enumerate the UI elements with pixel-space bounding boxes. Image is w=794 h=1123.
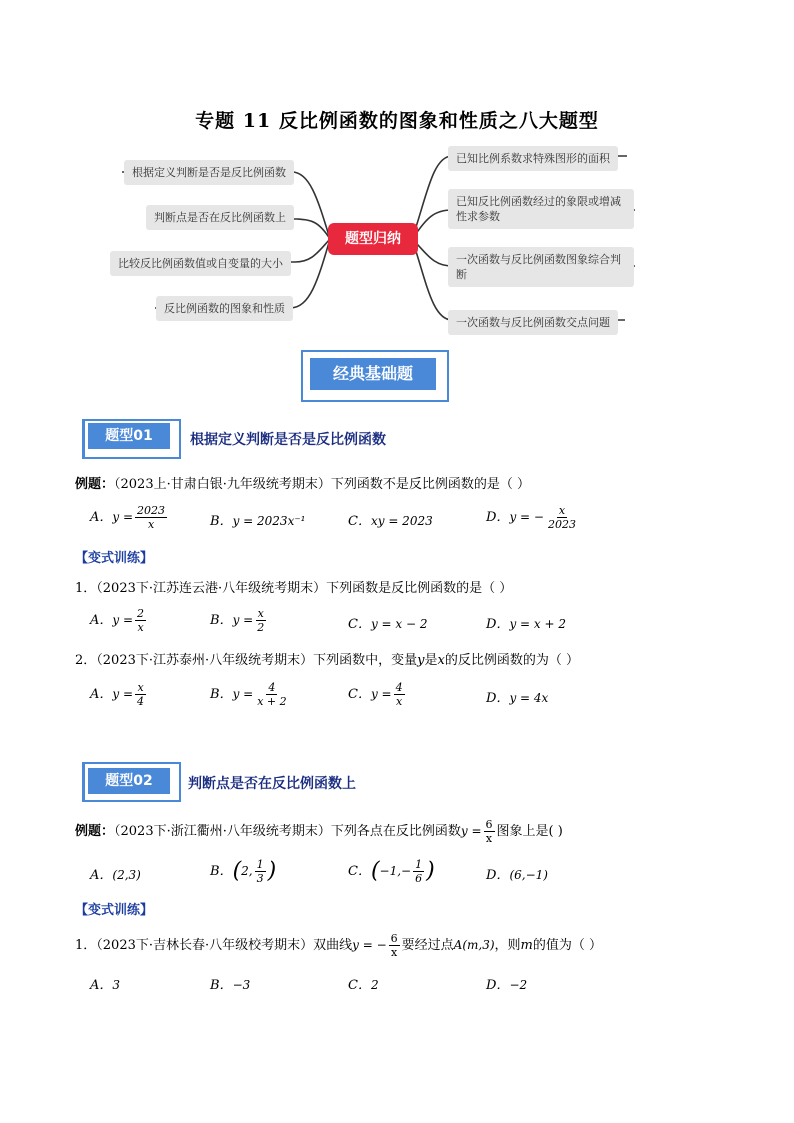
question-1-1-option-b: B．y = $\frac{x}{2}$ xyxy=(210,607,265,634)
example-text: （2023上·甘肃白银·九年级统考期末）下列函数不是反比例函数的是（ ） xyxy=(114,477,530,492)
practice-label-2: 【变式训练】 xyxy=(75,903,154,918)
question-1-2-option-a: A．y = $\frac{x}{4}$ xyxy=(90,681,145,708)
mindmap-node-right-4: 一次函数与反比例函数交点问题 xyxy=(448,310,618,335)
page-title: 专题 11 反比例函数的图象和性质之八大题型 xyxy=(195,110,599,132)
question-2-1-option-b: B．−3 xyxy=(210,978,251,993)
example-label: 例题： xyxy=(75,477,115,492)
question-1-2: 2．（2023下·江苏泰州·八年级统考期末）下列函数中，变量y是x的反比例函数的为（ ） xyxy=(75,653,579,668)
mindmap-node-left-4: 反比例函数的图象和性质 xyxy=(156,296,293,321)
mindmap-center: 题型归纳 xyxy=(328,223,418,255)
question-1-2-option-d: D．y = 4x xyxy=(486,691,549,706)
example-1 xyxy=(75,476,530,494)
section-tag-2: 题型02 xyxy=(88,768,170,794)
example-2-option-d: D．(6,−1) xyxy=(486,868,548,883)
example-1-option-a: A．y = $\frac{2023}{x}$ xyxy=(90,504,166,531)
mindmap-node-left-1: 根据定义判断是否是反比例函数 xyxy=(124,160,294,185)
section-heading-2: 判断点是否在反比例函数上 xyxy=(188,776,356,792)
mindmap-node-right-1: 已知比例系数求特殊图形的面积 xyxy=(448,146,618,171)
mindmap-node-right-2: 已知反比例函数经过的象限或增减性求参数 xyxy=(448,189,634,229)
example-1-option-b: B．y = 2023x⁻¹ xyxy=(210,514,306,529)
question-2-1-option-d: D．−2 xyxy=(486,978,528,993)
example-2-option-c: C．(−1,− $\frac{1}{6}$ ) xyxy=(348,858,435,885)
question-1-1-option-d: D．y = x + 2 xyxy=(486,617,566,632)
example-1-option-d: D．y = − $\frac{x}{2023}$ xyxy=(486,504,576,531)
question-1-1-option-a: A．y = $\frac{2}{x}$ xyxy=(90,607,145,634)
practice-label-1: 【变式训练】 xyxy=(75,551,154,566)
section-banner: 经典基础题 xyxy=(310,358,436,390)
example-2-option-a: A．(2,3) xyxy=(90,868,141,883)
question-2-1-option-c: C．2 xyxy=(348,978,379,993)
question-1-1-option-c: C．y = x − 2 xyxy=(348,617,428,632)
question-1-2-option-c: C．y = $\frac{4}{x}$ xyxy=(348,681,403,708)
question-1-2-option-b: B．y = $\frac{4}{x + 2}$ xyxy=(210,681,287,708)
question-1-1: 1．（2023下·江苏连云港·八年级统考期末）下列函数是反比例函数的是（ ） xyxy=(75,581,513,596)
mindmap-node-left-2: 判断点是否在反比例函数上 xyxy=(146,205,294,230)
example-1-option-c: C．xy = 2023 xyxy=(348,514,433,529)
mindmap-node-left-3: 比较反比例函数值或自变量的大小 xyxy=(110,251,291,276)
question-2-1: 1．（2023下·吉林长春·八年级校考期末）双曲线y = − $\frac{6}{x}$ 要经过点A(m,3)，则m的值为（ ） xyxy=(75,932,603,959)
example-2-option-b: B．(2, $\frac{1}{3}$ ) xyxy=(210,858,277,885)
mindmap-node-right-3: 一次函数与反比例函数图象综合判断 xyxy=(448,247,634,287)
section-tag-1: 题型01 xyxy=(88,423,170,449)
question-2-1-option-a: A．3 xyxy=(90,978,121,993)
example-2: 例题：（2023下·浙江衢州·八年级统考期末）下列各点在反比例函数y = $\frac{6}{x}$ 图象上是( ) xyxy=(75,818,563,845)
section-heading-1: 根据定义判断是否是反比例函数 xyxy=(190,432,386,448)
